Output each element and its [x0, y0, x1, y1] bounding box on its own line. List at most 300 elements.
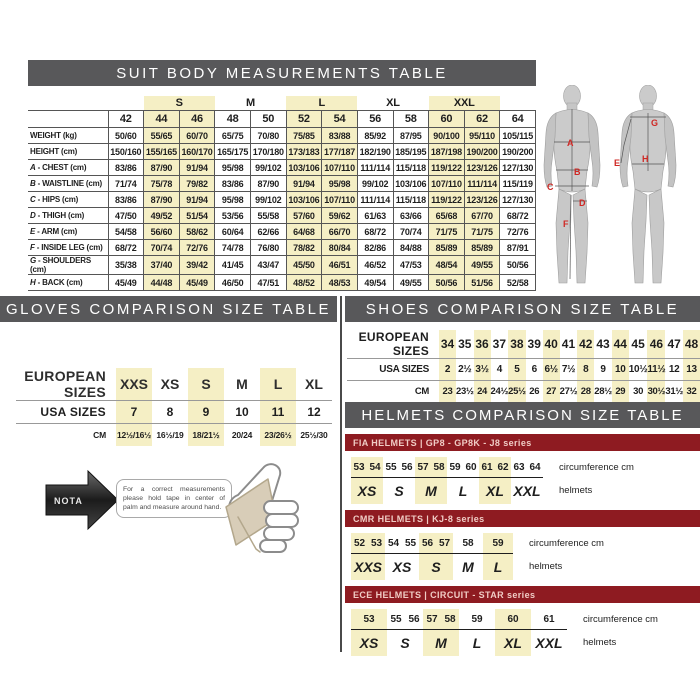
suit-title-bar [28, 60, 536, 86]
suit-size-header: 60 [429, 111, 465, 128]
suit-value-cell: 95/110 [464, 128, 500, 144]
shoes-table-cell: 26 [529, 386, 540, 397]
helmet-size-group [483, 533, 513, 580]
suit-row [28, 275, 536, 291]
suit-value-cell: 190/200 [500, 144, 536, 160]
shoes-table-cell: 2½ [458, 364, 472, 375]
suit-value-cell: 47/51 [251, 275, 287, 291]
helmet-circumference-value: 52 [353, 537, 366, 549]
suit-value-cell: 71/75 [464, 224, 500, 240]
helmet-size-group [531, 609, 567, 656]
suit-value-cell: 63/66 [393, 208, 429, 224]
shoes-table [347, 330, 700, 402]
shoes-table-row [347, 330, 700, 359]
nota-label: NOTA [54, 496, 83, 506]
helmet-size-value: XL [504, 635, 522, 651]
suit-value-cell: 50/60 [108, 128, 144, 144]
shoes-table-cell: 48 [683, 330, 700, 359]
shoes-table-cell: 13 [683, 359, 700, 381]
suit-value-cell: 95/98 [322, 176, 358, 192]
suit-size-header: 64 [500, 111, 536, 128]
suit-value-cell: 54/58 [108, 224, 144, 240]
helmet-circumference-cells [351, 533, 385, 554]
helmet-circumference-cells [351, 457, 383, 478]
shoes-table-cell: 40 [543, 330, 560, 359]
suit-group-row [28, 96, 536, 111]
shoes-table-cell: 6½ [543, 359, 560, 381]
section-divider [340, 296, 342, 652]
helmet-size-value: XS [359, 635, 379, 651]
figure-label-hips: C [547, 182, 554, 192]
helmet-columns [351, 457, 543, 504]
shoes-table-cell: 42 [577, 330, 594, 359]
suit-row [28, 128, 536, 144]
helmet-circumference-cells [423, 609, 459, 630]
gloves-title: GLOVES COMPARISON SIZE TABLE [5, 300, 332, 318]
helmet-circumference-value: 58 [444, 613, 456, 625]
suit-value-cell: 79/82 [179, 176, 215, 192]
shoes-table-row-label: CM [414, 386, 430, 397]
suit-value-cell: 68/72 [357, 224, 393, 240]
shoes-table-cell: 37 [492, 337, 507, 351]
suit-value-cell: 83/86 [108, 160, 144, 176]
helmet-size-value: L [493, 559, 503, 575]
helmet-size-group [459, 609, 495, 656]
helmet-circumference-label: circumference cm [529, 538, 604, 549]
helmet-size-value: S [400, 635, 410, 651]
suit-row-label: H - BACK (cm) [28, 275, 108, 291]
suit-value-cell: 103/106 [393, 176, 429, 192]
suit-value-cell: 115/118 [393, 192, 429, 208]
gloves-table-row [16, 424, 332, 447]
suit-value-cell: 185/195 [393, 144, 429, 160]
shoes-table-cell: 28 [577, 381, 594, 403]
suit-value-cell: 62/66 [251, 224, 287, 240]
helmet-circumference-value: 58 [462, 537, 474, 549]
figure-label-inside-leg: F [563, 219, 569, 229]
suit-size-header: 44 [144, 111, 180, 128]
helmet-size-group [351, 609, 387, 656]
shoes-table-cell: 32 [683, 381, 700, 403]
suit-value-cell: 119/122 [429, 192, 465, 208]
gloves-table-cell: M [236, 376, 248, 392]
shoes-table-cell: 36 [474, 330, 491, 359]
shoes-table-cell: 31½ [665, 386, 683, 397]
helmet-size-table [351, 457, 700, 504]
helmet-size-group [511, 457, 543, 504]
gloves-table-row-label: USA SIZES [40, 405, 106, 419]
helmet-circumference-cells [531, 609, 567, 630]
suit-value-cell: 115/119 [500, 176, 536, 192]
helmet-sizes-label: helmets [559, 485, 593, 496]
suit-value-cell: 111/114 [357, 160, 393, 176]
shoes-table-cell: 23½ [455, 386, 474, 397]
suit-value-cell: 115/118 [393, 160, 429, 176]
helmet-circumference-value: 60 [507, 613, 519, 625]
suit-value-cell: 123/126 [464, 192, 500, 208]
suit-value-cell: 85/89 [429, 240, 465, 256]
helmet-sizes-label: helmets [529, 561, 563, 572]
helmet-circumference-cells [459, 609, 495, 630]
suit-value-cell: 48/53 [322, 275, 358, 291]
gloves-table-cell: 20/24 [231, 430, 253, 440]
helmet-size-value: S [394, 483, 404, 499]
suit-value-cell: 51/56 [464, 275, 500, 291]
suit-group-header: M [246, 97, 255, 109]
gloves-table [16, 368, 332, 446]
suit-value-cell: 70/80 [251, 128, 287, 144]
suit-value-cell: 56/60 [144, 224, 180, 240]
suit-value-cell: 61/63 [357, 208, 393, 224]
helmet-row-labels [583, 609, 658, 656]
suit-value-cell: 47/53 [393, 256, 429, 275]
suit-value-cell: 51/54 [179, 208, 215, 224]
helmet-circumference-cells [387, 609, 423, 630]
suit-value-cell: 53/56 [215, 208, 251, 224]
helmet-circumference-value: 64 [529, 461, 541, 473]
helmet-circumference-value: 59 [449, 461, 461, 473]
helmet-circumference-cells [495, 609, 531, 630]
suit-row [28, 192, 536, 208]
suit-value-cell: 155/165 [144, 144, 180, 160]
suit-value-cell: 111/114 [464, 176, 500, 192]
suit-value-cell: 68/72 [500, 208, 536, 224]
suit-value-cell: 59/62 [322, 208, 358, 224]
helmet-size-value: M [435, 635, 447, 651]
suit-row [28, 160, 536, 176]
shoes-table-cell: 4 [496, 364, 502, 375]
gloves-table-cell: 12 [307, 405, 321, 419]
suit-value-cell: 65/75 [215, 128, 251, 144]
suit-value-cell: 45/50 [286, 256, 322, 275]
helmet-circumference-value: 54 [387, 537, 400, 549]
suit-value-cell: 37/40 [144, 256, 180, 275]
figure-label-arm: E [614, 158, 621, 168]
helmet-size-group [453, 533, 483, 580]
suit-value-cell: 150/160 [108, 144, 144, 160]
suit-value-cell: 49/55 [464, 256, 500, 275]
suit-value-cell: 75/85 [286, 128, 322, 144]
suit-table-host [28, 96, 536, 291]
gloves-table-host [16, 368, 332, 446]
suit-value-cell: 41/45 [215, 256, 251, 275]
helmet-circumference-value: 57 [417, 461, 429, 473]
nota-text: For a correct measurements please hold tape in center of palm and measure around hand. [116, 479, 232, 518]
suit-value-cell: 190/200 [464, 144, 500, 160]
gloves-table-cell: XS [160, 376, 180, 392]
shoes-table-cell: 8 [577, 359, 594, 381]
suit-value-cell: 67/70 [464, 208, 500, 224]
suit-row-label: A - CHEST (cm) [28, 160, 108, 176]
gloves-table-cell: 9 [188, 401, 224, 424]
suit-group-header: L [286, 96, 357, 111]
figure-front [544, 85, 600, 283]
helmet-circumference-cells [419, 533, 453, 554]
gloves-table-cell: 25½/30 [300, 430, 328, 440]
figure-label-thigh: D [579, 198, 586, 208]
helmet-series-header: ECE HELMETS | CIRCUIT - STAR series [345, 586, 700, 603]
helmet-row-labels [559, 457, 634, 504]
suit-value-cell: 87/91 [500, 240, 536, 256]
suit-value-cell: 80/84 [322, 240, 358, 256]
shoes-table-cell: 25½ [508, 381, 526, 403]
suit-value-cell: 127/130 [500, 160, 536, 176]
gloves-table-row [16, 368, 332, 401]
suit-corner-cell [28, 96, 108, 111]
suit-value-cell: 107/110 [322, 160, 358, 176]
helmet-size-group [351, 533, 385, 580]
suit-value-cell: 72/76 [500, 224, 536, 240]
shoes-table-cell: 12 [668, 364, 680, 375]
suit-value-cell: 107/110 [429, 176, 465, 192]
gloves-table-cell: 23/26½ [260, 424, 296, 447]
helmet-circumference-cells [415, 457, 447, 478]
helmets-title: HELMETS COMPARISON SIZE TABLE [361, 406, 684, 424]
suit-group-header: XXL [429, 96, 500, 111]
helmets-section [345, 402, 700, 658]
suit-row-label: C - HIPS (cm) [28, 192, 108, 208]
shoes-table-row [347, 359, 700, 381]
gloves-table-cell: 8 [166, 405, 174, 419]
gloves-table-cell: 7 [116, 401, 152, 424]
figure-label-waistline: B [574, 167, 581, 177]
shoes-table-cell: 27½ [559, 386, 578, 397]
suit-value-cell: 82/86 [357, 240, 393, 256]
suit-value-cell: 66/70 [322, 224, 358, 240]
figure-label-shoulders: G [651, 118, 659, 128]
shoes-table-cell: 39 [527, 337, 541, 351]
suit-row [28, 176, 536, 192]
helmet-circumference-value: 53 [363, 613, 375, 625]
suit-value-cell: 43/47 [251, 256, 287, 275]
suit-value-cell: 127/130 [500, 192, 536, 208]
shoes-table-cell: 35 [458, 337, 472, 351]
gloves-table-cell: L [260, 368, 296, 401]
suit-value-cell: 111/114 [357, 192, 393, 208]
suit-value-cell: 165/175 [215, 144, 251, 160]
suit-size-header: 42 [108, 111, 144, 128]
suit-value-cell: 55/65 [144, 128, 180, 144]
suit-value-cell: 99/102 [251, 160, 287, 176]
suit-size-header: 50 [251, 111, 287, 128]
suit-value-cell: 76/80 [251, 240, 287, 256]
helmet-size-group [447, 457, 479, 504]
helmet-circumference-cells [383, 457, 415, 478]
suit-value-cell: 55/58 [251, 208, 287, 224]
helmet-size-value: XXL [535, 635, 563, 651]
helmet-columns [351, 533, 513, 580]
suit-size-header: 48 [215, 111, 251, 128]
suit-row-label: G - SHOULDERS (cm) [28, 256, 108, 275]
suit-row [28, 240, 536, 256]
helmet-size-group [423, 609, 459, 656]
helmet-size-value: M [425, 483, 437, 499]
shoes-table-cell: 29 [612, 381, 629, 403]
helmet-circumference-value: 56 [401, 461, 413, 473]
shoes-table-cell: 46 [647, 330, 665, 359]
suit-value-cell: 187/198 [429, 144, 465, 160]
helmet-circumference-value: 60 [465, 461, 477, 473]
suit-value-cell: 160/170 [179, 144, 215, 160]
figure-label-back: H [642, 154, 649, 164]
suit-value-cell: 103/106 [286, 160, 322, 176]
helmet-circumference-value: 58 [433, 461, 445, 473]
suit-row [28, 256, 536, 275]
shoes-table-cell: 9 [600, 364, 606, 375]
suit-value-cell: 48/54 [429, 256, 465, 275]
helmet-circumference-value: 54 [369, 461, 381, 473]
suit-row-label: D - THIGH (cm) [28, 208, 108, 224]
helmet-size-value: L [458, 483, 468, 499]
suit-value-cell: 60/70 [179, 128, 215, 144]
suit-value-cell: 83/86 [215, 176, 251, 192]
suit-value-cell: 58/62 [179, 224, 215, 240]
helmet-circumference-value: 56 [421, 537, 434, 549]
helmet-row-labels [529, 533, 604, 580]
helmets-host [345, 434, 700, 656]
helmet-circumference-value: 53 [370, 537, 383, 549]
suit-group-header: XL [386, 97, 400, 109]
helmet-size-group [415, 457, 447, 504]
helmet-size-value: L [472, 635, 482, 651]
suit-size-header: 56 [357, 111, 393, 128]
helmet-size-table [351, 533, 700, 580]
gloves-table-row-label: EUROPEAN SIZES [24, 368, 106, 400]
suit-value-cell: 84/88 [393, 240, 429, 256]
suit-value-cell: 52/58 [500, 275, 536, 291]
shoes-table-cell: 10½ [628, 364, 648, 375]
gloves-table-cell: 11 [260, 401, 296, 424]
suit-value-cell: 99/102 [251, 192, 287, 208]
helmet-circumference-cells [453, 533, 483, 554]
shoes-table-cell: 24 [474, 381, 491, 403]
suit-value-cell: 60/64 [215, 224, 251, 240]
shoes-table-cell: 47 [667, 337, 681, 351]
nota-block [30, 455, 325, 570]
suit-value-cell: 49/54 [357, 275, 393, 291]
suit-value-cell: 72/76 [179, 240, 215, 256]
suit-value-cell: 57/60 [286, 208, 322, 224]
helmet-size-value: XXL [513, 483, 541, 499]
shoes-table-cell: 3½ [474, 359, 491, 381]
shoes-table-cell: 7½ [561, 364, 576, 375]
helmet-size-value: XL [486, 483, 504, 499]
shoes-table-cell: 5 [508, 359, 526, 381]
suit-title: SUIT BODY MEASUREMENTS TABLE [116, 64, 448, 82]
shoes-table-cell: 44 [612, 330, 629, 359]
helmet-circumference-label: circumference cm [583, 614, 658, 625]
suit-value-cell: 87/90 [251, 176, 287, 192]
suit-group-header: S [144, 96, 215, 111]
suit-label-cell [28, 111, 108, 128]
suit-size-header: 52 [286, 111, 322, 128]
helmet-size-group [385, 533, 419, 580]
suit-value-cell: 39/42 [179, 256, 215, 275]
suit-value-cell: 182/190 [357, 144, 393, 160]
helmet-circumference-value: 62 [497, 461, 509, 473]
shoes-table-cell: 10 [612, 359, 629, 381]
helmet-size-group [383, 457, 415, 504]
gloves-table-cell: 12½/16½ [116, 424, 152, 447]
helmet-series-header: CMR HELMETS | KJ-8 series [345, 510, 700, 527]
suit-value-cell: 70/74 [393, 224, 429, 240]
shoes-table-host [347, 330, 700, 402]
suit-value-cell: 119/122 [429, 160, 465, 176]
shoes-table-cell: 34 [439, 330, 456, 359]
helmet-sizes-label: helmets [583, 637, 617, 648]
shoes-title-bar [345, 296, 700, 322]
suit-value-cell: 44/48 [144, 275, 180, 291]
shoes-table-cell: 6 [531, 364, 537, 375]
shoes-section [345, 296, 700, 402]
helmet-circumference-cells [351, 609, 387, 630]
suit-value-cell: 50/56 [429, 275, 465, 291]
suit-value-cell: 91/94 [179, 192, 215, 208]
suit-value-cell: 46/50 [215, 275, 251, 291]
suit-value-cell: 48/52 [286, 275, 322, 291]
shoes-table-cell: 28½ [594, 386, 612, 397]
helmet-size-value: XS [392, 559, 412, 575]
suit-value-cell: 35/38 [108, 256, 144, 275]
helmet-size-group [351, 457, 383, 504]
suit-value-cell: 45/49 [108, 275, 144, 291]
gloves-table-row [16, 401, 332, 424]
shoes-table-cell: 27 [543, 381, 560, 403]
suit-value-cell: 87/90 [144, 160, 180, 176]
figure-back [614, 85, 676, 283]
suit-value-cell: 74/78 [215, 240, 251, 256]
suit-value-cell: 47/50 [108, 208, 144, 224]
suit-value-cell: 70/74 [144, 240, 180, 256]
shoes-table-cell: 30½ [647, 381, 665, 403]
helmet-size-value: XXS [353, 559, 382, 575]
suit-value-cell: 95/98 [215, 160, 251, 176]
shoes-table-cell: 2 [439, 359, 456, 381]
helmet-size-table [351, 609, 700, 656]
suit-value-cell: 49/52 [144, 208, 180, 224]
suit-group-header [108, 96, 144, 111]
helmet-size-value: XS [357, 483, 377, 499]
shoes-table-cell: 23 [439, 381, 456, 403]
suit-row [28, 144, 536, 160]
suit-value-cell: 85/89 [464, 240, 500, 256]
helmet-circumference-value: 59 [492, 537, 504, 549]
shoes-table-cell: 24½ [490, 386, 509, 397]
shoes-table-cell: 45 [631, 337, 645, 351]
gloves-table-cell: 18/21½ [188, 424, 224, 447]
helmet-size-group [495, 609, 531, 656]
suit-value-cell: 170/180 [251, 144, 287, 160]
suit-size-header: 58 [393, 111, 429, 128]
suit-value-cell: 99/102 [357, 176, 393, 192]
helmet-circumference-value: 57 [426, 613, 438, 625]
suit-value-cell: 78/82 [286, 240, 322, 256]
helmet-size-value: M [462, 559, 474, 575]
gloves-title-bar [0, 296, 337, 322]
suit-size-header: 62 [464, 111, 500, 128]
helmet-circumference-cells [447, 457, 479, 478]
suit-value-cell: 107/110 [322, 192, 358, 208]
helmet-size-value: S [431, 559, 441, 575]
figure-label-chest: A [567, 138, 574, 148]
suit-value-cell: 90/100 [429, 128, 465, 144]
shoes-table-row-label: USA SIZES [379, 364, 430, 375]
suit-value-cell: 95/98 [215, 192, 251, 208]
gloves-table-row-label: CM [93, 430, 106, 440]
gloves-table-cell: 16½/19 [156, 430, 184, 440]
thumbs-up-hand-icon [212, 457, 307, 565]
shoes-table-cell: 38 [508, 330, 526, 359]
